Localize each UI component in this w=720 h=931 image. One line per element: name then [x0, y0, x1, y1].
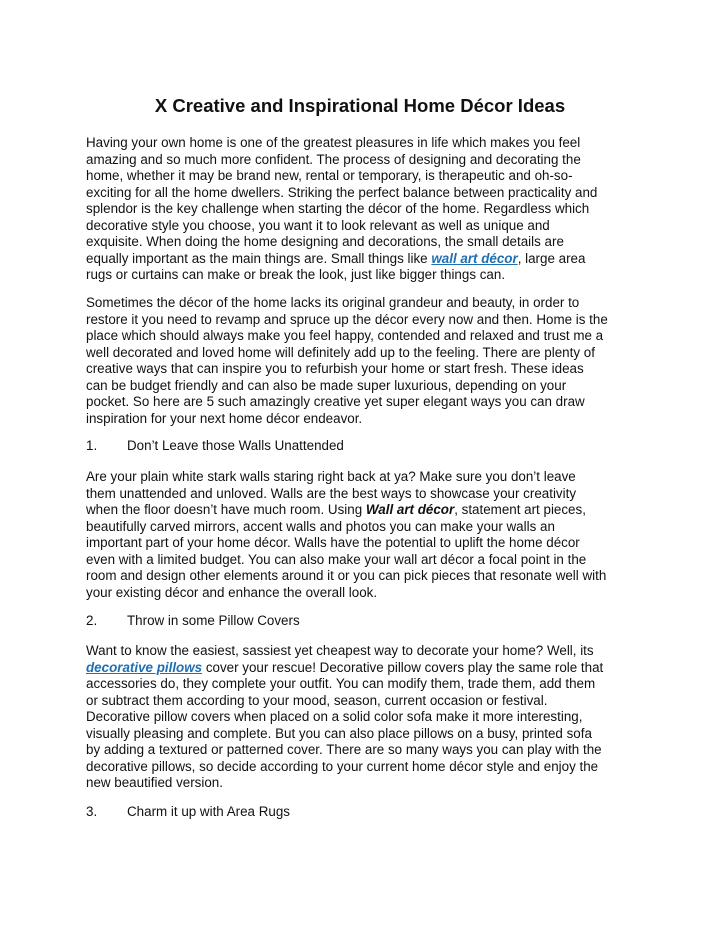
text-line: visually pleasing and complete. But you can also place pillows on a busy, printed sofa [86, 725, 592, 741]
wall-art-decor-link[interactable]: wall art décor [431, 250, 518, 266]
paragraph-refresh [86, 295, 642, 427]
document-title: X Creative and Inspirational Home Décor Ideas [154, 95, 566, 116]
text-line: pocket. So here are 5 such amazingly creative yet super elegant ways you can draw [86, 394, 585, 409]
text-line: by adding a textured or patterned cover. There are so many ways you can play with the [86, 742, 602, 757]
paragraph-intro [86, 135, 642, 284]
text-line [86, 660, 642, 677]
text-line: home, whether it may be brand new, rental or temporary, is therapeutic and oh-so- [86, 168, 573, 183]
text-segment: cover your rescue! Decorative pillow covers play the same role that [202, 659, 604, 675]
text-segment: , statement art pieces, [454, 502, 586, 517]
text-line: amazing and so much more confident. The process of designing and decorating the [86, 151, 581, 167]
text-line: decorative pillows, so decide according to your current home décor style and enjoy the [86, 758, 599, 774]
text-line: even with a limited budget. You can also make your wall art décor a focal point in the [86, 551, 587, 567]
text-line: or subtract them according to your mood, season, current occasion or festival. [86, 692, 548, 708]
text-line: splendor is the key challenge when starting the décor of the home. Regardless which [86, 201, 590, 216]
text-line: creative ways that can inspire you to refurbish your home or start fresh. These ideas [86, 361, 584, 376]
text-line: Having your own home is one of the greatest pleasures in life which makes you feel [86, 135, 581, 150]
text-line: can be budget friendly and can also be made super luxurious, depending on your [86, 377, 567, 393]
text-line [86, 502, 642, 519]
text-line: well decorated and loved home will definitely add up to the feeling. There are plenty of [86, 344, 595, 360]
text-segment: , large area [517, 250, 586, 266]
text-segment: when the floor doesn’t have much room. Using [86, 502, 366, 517]
text-line: new beautified version. [86, 775, 223, 790]
section-number: 3. [86, 804, 98, 819]
section-heading-text: Don’t Leave those Walls Unattended [127, 438, 344, 453]
text-line: important part of your home décor. Walls have the potential to uplift the home décor [86, 535, 580, 550]
paragraph-walls [86, 469, 642, 601]
text-line: decorative style you choose, you want it to look relevant as well as unique and [86, 217, 550, 233]
section-heading-pillows [86, 613, 300, 630]
text-line: exciting for all the home dwellers. Striking the perfect balance between practicality and [86, 184, 598, 200]
section-number: 2. [86, 613, 98, 628]
decorative-pillows-link[interactable]: decorative pillows [86, 659, 203, 675]
text-line: your existing décor and enhance the overall look. [86, 584, 378, 600]
text-line: Are your plain white stark walls staring right back at ya? Make sure you don’t leave [86, 469, 576, 484]
wall-art-decor-emphasis: Wall art décor [365, 502, 455, 517]
section-heading-text: Throw in some Pillow Covers [127, 613, 300, 628]
text-line: rugs or curtains can make or break the look, just like bigger things can. [86, 267, 506, 282]
text-line: Want to know the easiest, sassiest yet cheapest way to decorate your home? Well, its [86, 643, 594, 658]
text-line: room and design other elements around it or you can pick pieces that resonate well with [86, 568, 607, 583]
section-heading-rugs [86, 804, 290, 821]
text-line: exquisite. When doing the home designing and decorations, the small details are [86, 234, 564, 249]
text-line: accessories do, they complete your outfit. You can modify them, trade them, add them [86, 676, 596, 691]
text-line: beautifully carved mirrors, accent walls and photos you can make your walls an [86, 518, 555, 534]
text-segment: equally important as the main things are. Small things like [86, 250, 432, 266]
text-line: restore it you need to revamp and spruce up the décor every now and then. Home is the [86, 311, 608, 327]
section-number: 1. [86, 438, 98, 453]
text-line: place which should always make you feel happy, contended and relaxed and trust me a [86, 328, 604, 343]
section-heading-text: Charm it up with Area Rugs [127, 804, 290, 819]
section-heading-walls [86, 438, 344, 455]
paragraph-pillows [86, 643, 642, 792]
text-line: them unattended and unloved. Walls are the best ways to showcase your creativity [86, 485, 577, 501]
text-line: inspiration for your next home décor endeavor. [86, 410, 363, 426]
text-line: Decorative pillow covers when placed on a solid color sofa make it more interesting, [86, 709, 583, 724]
text-line [86, 251, 642, 268]
text-line: Sometimes the décor of the home lacks its original grandeur and beauty, in order to [86, 295, 580, 310]
